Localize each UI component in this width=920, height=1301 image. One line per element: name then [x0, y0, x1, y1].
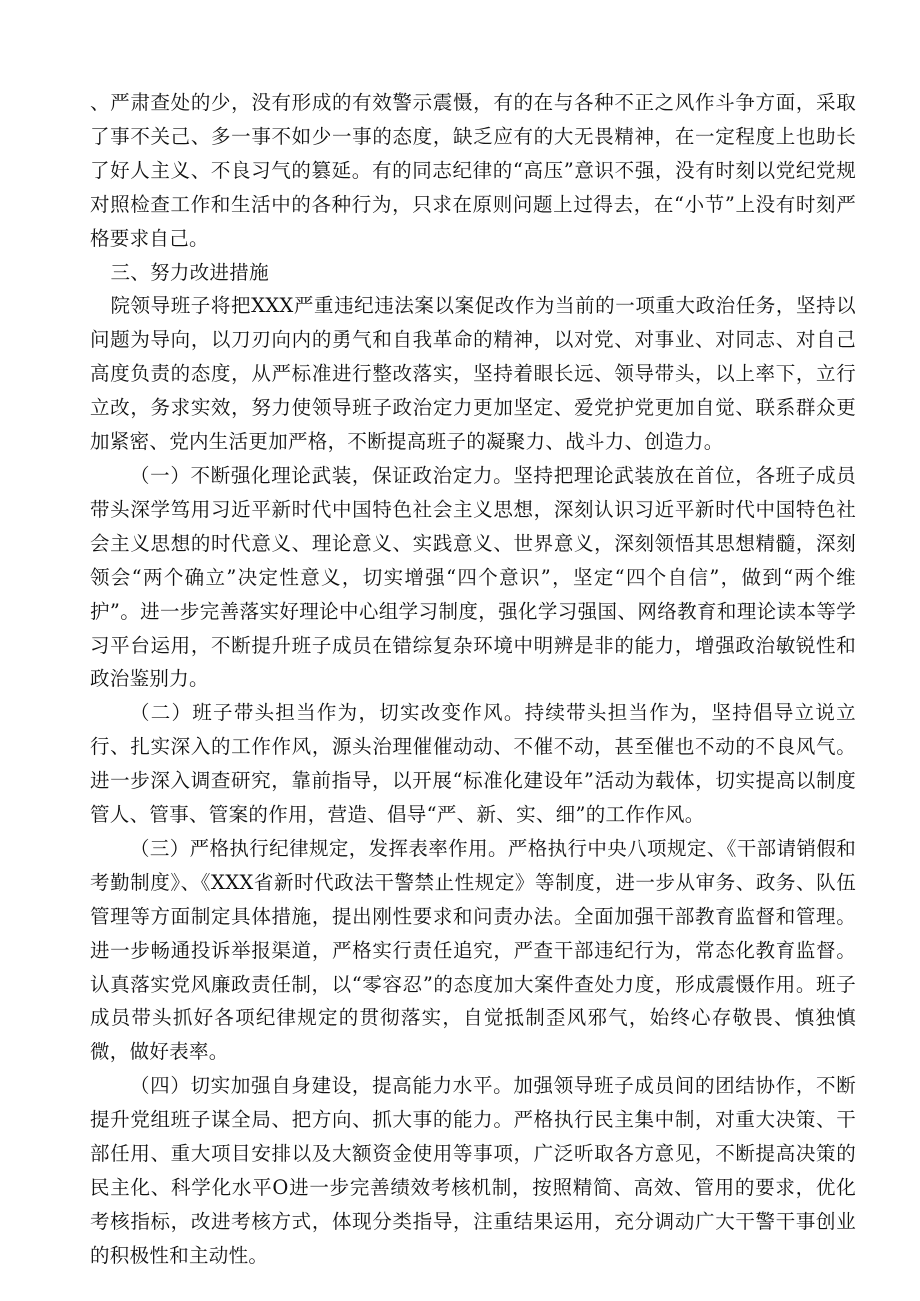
paragraph-item-3: （三）严格执行纪律规定，发挥表率作用。严格执行中央八项规定、《干部请销假和考勤制度》、《XXX省新时代政法干警禁止性规定》等制度，进一步从审务、政务、队伍管理等方面制定具体措施，提出刚性要求和问责办法。全面加强干部教育监督和管理。进一步畅通投诉举报渠道，严格实行责任追究，严查干部违纪行为，常态化教育监督。认真落实党风廉政责任制，以“零容忍”的态度加大案件查处力度，形成震慑作用。班子成员带头抓好各项纪律规定的贯彻落实，自觉抵制歪风邪气，始终心存敬畏、慎独慎微，做好表率。	[90, 836, 856, 1064]
paragraph-intro: 院领导班子将把XXX严重违纪违法案以案促改作为当前的一项重大政治任务，坚持以问题为导向，以刀刃向内的勇气和自我革命的精神，以对党、对事业、对同志、对自己高度负责的态度，从严标准进行整改落实，坚持着眼长远、领导带头，以上率下，立行立改，务求实效，努力使领导班子政治定力更加坚定、爱党护党更加自觉、联系群众更加紧密、党内生活更加严格，不断提高班子的凝聚力、战斗力、创造力。	[90, 294, 856, 454]
paragraph-item-4: （四）切实加强自身建设，提高能力水平。加强领导班子成员间的团结协作，不断提升党组班子谋全局、把方向、抓大事的能力。严格执行民主集中制，对重大决策、干部任用、重大项目安排以及大额资金使用等事项，广泛听取各方意见，不断提高决策的民主化、科学化水平O进一步完善绩效考核机制，按照精简、高效、管用的要求，优化考核指标，改进考核方式，体现分类指导，注重结果运用，充分调动广大干警干事创业的积极性和主动性。	[90, 1074, 856, 1267]
document-body	[90, 86, 856, 1273]
section-heading-improvement-measures: 三、努力改进措施	[110, 260, 269, 284]
paragraph-continuation: 、严肃查处的少，没有形成的有效警示震慑，有的在与各种不正之风作斗争方面，采取了事不关己、多一事不如少一事的态度，缺乏应有的大无畏精神，在一定程度上也助长了好人主义、不良习气的篡延。有的同志纪律的“高压”意识不强，没有时刻以党纪党规对照检查工作和生活中的各种行为，只求在原则问题上过得去，在“小节”上没有时刻严格要求自己。	[90, 91, 856, 250]
paragraph-item-2: （二）班子带头担当作为，切实改变作风。持续带头担当作为，坚持倡导立说立行、扎实深入的工作作风，源头治理催催动动、不催不动，甚至催也不动的不良风气。进一步深入调查研究，靠前指导，以开展“标准化建设年”活动为载体，切实提高以制度管人、管事、管案的作用，营造、倡导“严、新、实、细”的工作作风。	[90, 701, 856, 827]
paragraph-item-1: （一）不断强化理论武装，保证政治定力。坚持把理论武装放在首位，各班子成员带头深学笃用习近平新时代中国特色社会主义思想，深刻认识习近平新时代中国特色社会主义思想的时代意义、理论意义、实践意义、世界意义，深刻领悟其思想精髓，深刻领会“两个确立”决定性意义，切实增强“四个意识”，坚定“四个自信”，做到“两个维护”。进一步完善落实好理论中心组学习制度，强化学习强国、网络教育和理论读本等学习平台运用，不断提升班子成员在错综复杂环境中明辨是非的能力，增强政治敏锐性和政治鉴别力。	[90, 463, 856, 691]
